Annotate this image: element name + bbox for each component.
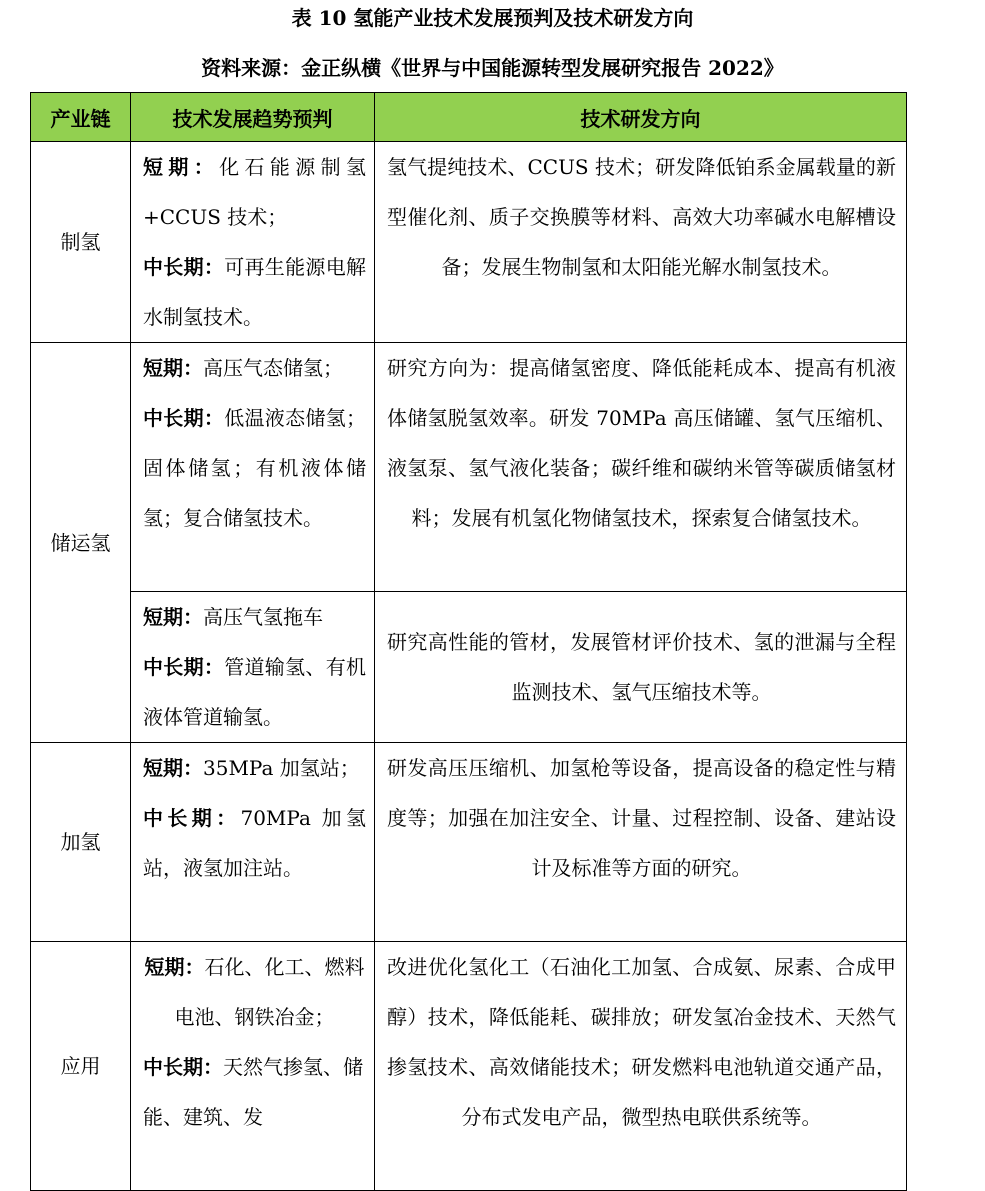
short-label: 短期： [143,356,203,380]
chain-cell: 储运氢 [31,343,131,743]
short-text: 石化、化工、燃料电池、钢铁冶金； [174,955,365,1029]
chain-cell: 应用 [31,942,131,1191]
table-row [31,142,907,343]
chain-cell: 制氢 [31,142,131,343]
short-label: 短期： [144,955,205,979]
short-text: 高压气态储氢； [203,356,343,380]
trend-cell [131,142,375,343]
header-trend: 技术发展趋势预判 [131,93,375,142]
short-text: 35MPa 加氢站； [203,756,360,780]
short-label: 短期： [143,605,203,629]
short-text: 化石能源制氢+CCUS 技术； [143,155,366,229]
mid-long-label: 中长期： [143,406,225,430]
trend-cell [131,343,375,592]
table-row [31,592,907,743]
mid-long-label: 中长期： [143,655,225,679]
short-text: 高压气氢拖车 [203,605,323,629]
mid-long-label: 中长期： [143,255,225,279]
table-row [31,942,907,1191]
trend-cell [131,942,375,1191]
trend-cell [131,592,375,743]
table-row [31,743,907,942]
direction-cell: 研究方向为：提高储氢密度、降低能耗成本、提高有机液体储氢脱氢效率。研发 70MPa 高压储罐、氢气压缩机、液氢泵、氢气液化装备；碳纤维和碳纳米管等碳质储氢材料；发展有机氢化物储氢技术，探索复合储氢技术。 [375,343,907,592]
direction-cell: 研发高压压缩机、加氢枪等设备，提高设备的稳定性与精度等；加强在加注安全、计量、过程控制、设备、建站设计及标准等方面的研究。 [375,743,907,942]
table-source: 资料来源：金正纵横《世界与中国能源转型发展研究报告 2022》 [201,56,784,80]
chain-cell: 加氢 [31,743,131,942]
mid-long-label: 中长期： [143,1055,223,1079]
mid-long-label: 中长期： [143,806,241,830]
direction-cell: 氢气提纯技术、CCUS 技术；研发降低铂系金属载量的新型催化剂、质子交换膜等材料、高效大功率碱水电解槽设备；发展生物制氢和太阳能光解水制氢技术。 [375,142,907,343]
header-direction: 技术研发方向 [375,93,907,142]
header-chain: 产业链 [31,93,131,142]
header-row [31,93,907,142]
mid-long-text: 天然气掺氢、储能、建筑、发 [143,1055,363,1129]
direction-cell: 改进优化氢化工（石油化工加氢、合成氨、尿素、合成甲醇）技术，降低能耗、碳排放；研发氢冶金技术、天然气掺氢技术、高效储能技术；研发燃料电池轨道交通产品，分布式发电产品，微型热电联供系统等。 [375,942,907,1191]
hydrogen-tech-table [30,92,907,1191]
mid-long-text: 管道输氢、有机液体管道输氢。 [143,655,367,729]
short-label: 短期： [143,155,220,179]
short-label: 短期： [143,756,203,780]
mid-long-text: 70MPa 加氢站，液氢加注站。 [143,806,366,880]
trend-cell [131,743,375,942]
mid-long-text: 可再生能源电解水制氢技术。 [143,255,367,329]
mid-long-text: 低温液态储氢；固体储氢；有机液体储氢；复合储氢技术。 [143,406,367,530]
table-title: 表 10 氢能产业技术发展预判及技术研发方向 [291,6,694,30]
table-row [31,343,907,592]
direction-cell: 研究高性能的管材，发展管材评价技术、氢的泄漏与全程监测技术、氢气压缩技术等。 [375,592,907,743]
